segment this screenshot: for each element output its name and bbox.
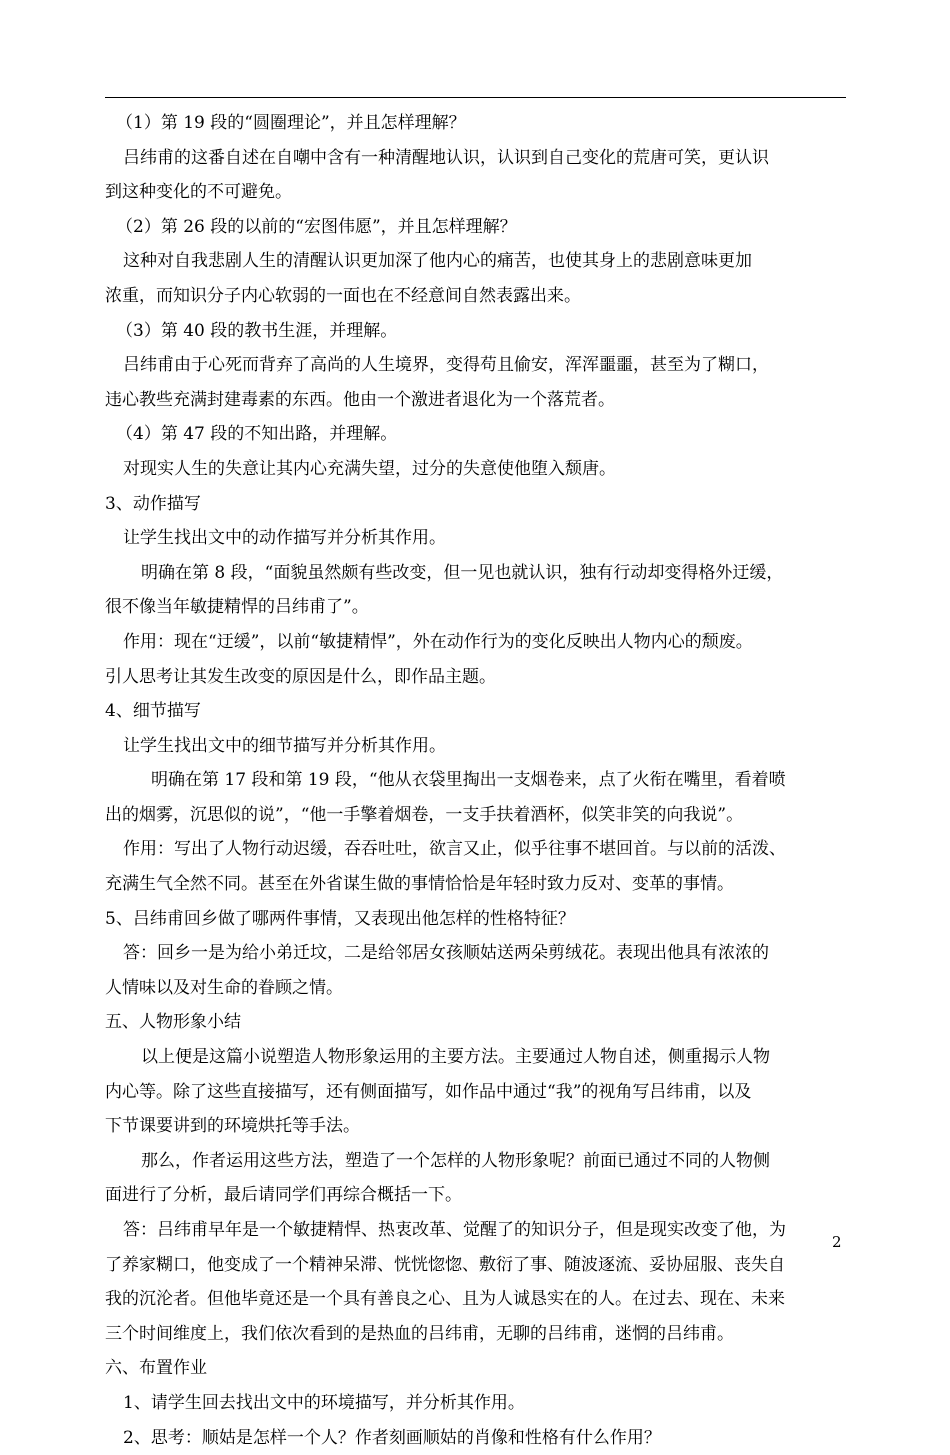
text-line: 内心等。除了这些直接描写，还有侧面描写，如作品中通过“我”的视角写吕纬甫，以及 — [105, 1081, 752, 1102]
text-line: 到这种变化的不可避免。 — [105, 182, 292, 203]
text-line: 对现实人生的失意让其内心充满失望，过分的失意使他堕入颓唐。 — [123, 458, 616, 479]
text-line: 引人思考让其发生改变的原因是什么，即作品主题。 — [105, 666, 496, 687]
text-line: 了养家糊口，他变成了一个精神呆滞、恍恍惚惚、敷衍了事、随波逐流、妥协屈服、丧失自 — [105, 1254, 785, 1275]
text-line: 三个时间维度上，我们依次看到的是热血的吕纬甫，无聊的吕纬甫，迷惘的吕纬甫。 — [105, 1323, 734, 1344]
text-line: 很不像当年敏捷精悍的吕纬甫了”。 — [105, 597, 369, 618]
text-line: 六、布置作业 — [105, 1358, 207, 1379]
page-number: 2 — [832, 1233, 842, 1251]
header-rule — [105, 97, 846, 98]
text-line: 下节课要讲到的环境烘托等手法。 — [105, 1116, 360, 1137]
text-line: 充满生气全然不同。甚至在外省谋生做的事情恰恰是年轻时致力反对、变革的事情。 — [105, 874, 734, 895]
text-line: 1、请学生回去找出文中的环境描写，并分析其作用。 — [123, 1392, 525, 1413]
text-line: 吕纬甫的这番自述在自嘲中含有一种清醒地认识，认识到自己变化的荒唐可笑，更认识 — [123, 147, 769, 168]
text-line: 作用：现在“迂缓”，以前“敏捷精悍”，外在动作行为的变化反映出人物内心的颓废。 — [123, 631, 753, 652]
text-line: （4）第 47 段的不知出路，并理解。 — [116, 424, 398, 445]
text-line: 5、吕纬甫回乡做了哪两件事情，又表现出他怎样的性格特征？ — [105, 908, 575, 929]
text-line: 出的烟雾，沉思似的说”，“他一手擎着烟卷，一支手扶着酒杯，似笑非笑的向我说”。 — [105, 804, 744, 825]
text-line: 4、细节描写 — [105, 701, 201, 722]
text-line: （1）第 19 段的“圆圈理论”，并且怎样理解？ — [116, 113, 466, 133]
text-line: （3）第 40 段的教书生涯，并理解。 — [116, 320, 398, 341]
text-line: （2）第 26 段的以前的“宏图伟愿”，并且怎样理解？ — [116, 216, 517, 237]
text-line: 浓重，而知识分子内心软弱的一面也在不经意间自然表露出来。 — [105, 285, 581, 306]
document-body — [105, 106, 850, 1455]
text-line: 五、人物形象小结 — [105, 1012, 241, 1033]
text-line: 人情味以及对生命的眷顾之情。 — [105, 977, 343, 998]
text-line: 明确在第 17 段和第 19 段，“他从衣袋里掏出一支烟卷来，点了火衔在嘴里，看着喷 — [151, 770, 786, 791]
text-line: 让学生找出文中的动作描写并分析其作用。 — [123, 528, 446, 549]
text-line: 2、思考：顺姑是怎样一个人？作者刻画顺姑的肖像和性格有什么作用？ — [123, 1427, 661, 1448]
text-line: 答：吕纬甫早年是一个敏捷精悍、热衷改革、觉醒了的知识分子，但是现实改变了他，为 — [123, 1220, 786, 1240]
text-line: 明确在第 8 段，“面貌虽然颇有些改变，但一见也就认识，独有行动却变得格外迂缓， — [141, 562, 784, 583]
text-line: 让学生找出文中的细节描写并分析其作用。 — [123, 735, 446, 756]
text-line: 答：回乡一是为给小弟迁坟，二是给邻居女孩顺姑送两朵剪绒花。表现出他具有浓浓的 — [123, 943, 769, 964]
text-line: 违心教些充满封建毒素的东西。他由一个激进者退化为一个落荒者。 — [105, 389, 615, 410]
text-line: 这种对自我悲剧人生的清醒认识更加深了他内心的痛苦，也使其身上的悲剧意味更加 — [123, 251, 752, 272]
text-line: 3、动作描写 — [105, 493, 201, 514]
text-line: 以上便是这篇小说塑造人物形象运用的主要方法。主要通过人物自述，侧重揭示人物 — [141, 1047, 770, 1068]
text-line: 作用：写出了人物行动迟缓，吞吞吐吐，欲言又止，似乎往事不堪回首。与以前的活泼、 — [123, 839, 786, 860]
text-line: 我的沉沦者。但他毕竟还是一个具有善良之心、且为人诚恳实在的人。在过去、现在、未来 — [105, 1289, 785, 1310]
text-line: 吕纬甫由于心死而背弃了高尚的人生境界，变得苟且偷安，浑浑噩噩，甚至为了糊口， — [123, 355, 769, 376]
text-line: 那么，作者运用这些方法，塑造了一个怎样的人物形象呢？前面已通过不同的人物侧 — [141, 1150, 770, 1171]
text-line: 面进行了分析，最后请同学们再综合概括一下。 — [105, 1185, 462, 1206]
